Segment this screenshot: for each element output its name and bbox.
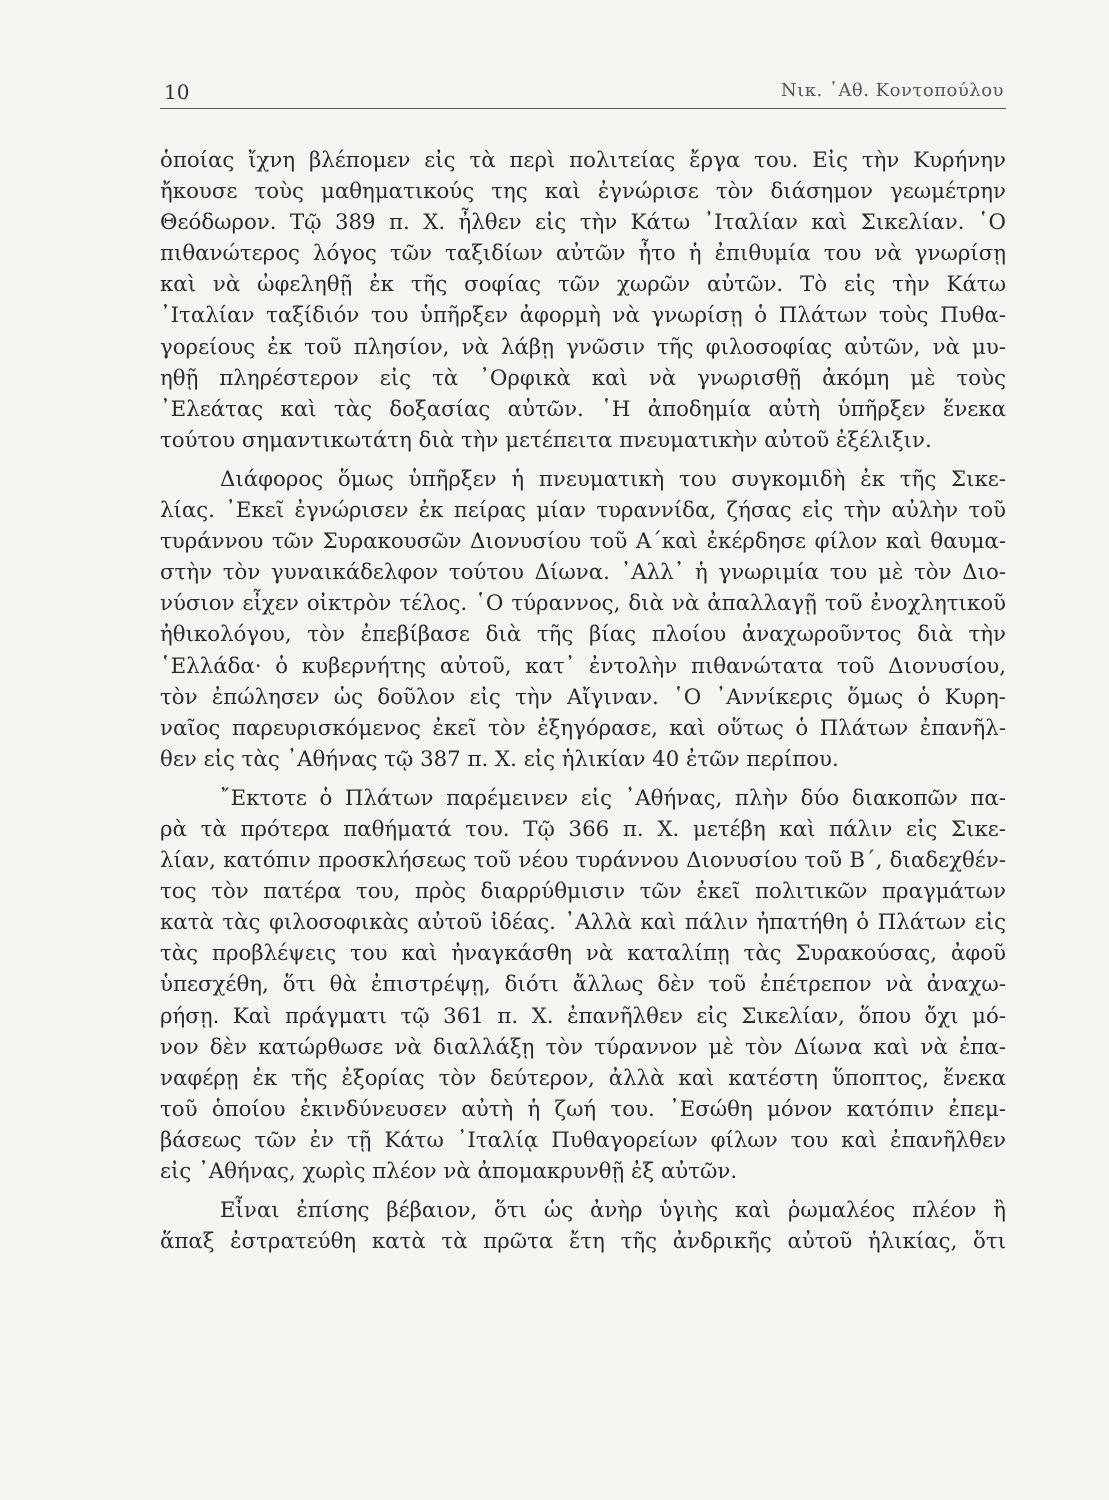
text-line: πιθανώτερος λόγος τῶν ταξιδίων αὐτῶν ἦτο ἡ ἐπιθυμία του νὰ γνωρίσῃ: [160, 241, 1006, 267]
text-line: ὑπεσχέθη, ὅτι θὰ ἐπιστρέψῃ, διότι ἄλλως δὲν τοῦ ἐπέτρεπον νὰ ἀναχω-: [160, 972, 1006, 998]
text-line: ναφέρῃ ἐκ τῆς ἐξορίας τὸν δεύτερον, ἀλλὰ καὶ κατέστη ὕποπτος, ἕνεκα: [160, 1065, 1006, 1091]
paragraph-2: [160, 464, 1006, 775]
text-line: ῾Ελλάδα· ὁ κυβερνήτης αὐτοῦ, κατ᾿ ἐντολὴν πιθανώτατα τοῦ Διονυσίου,: [160, 653, 1006, 679]
text-line: εἰς ᾿Αθήνας, χωρὶς πλέον νὰ ἀπομακρυνθῇ ἐξ αὐτῶν.: [160, 1159, 738, 1184]
body-text: [160, 145, 1006, 1257]
text-line: τὸν ἐπώλησεν ὡς δοῦλον εἰς τὴν Αἴγιναν. ῾Ο ᾿Αννίκερις ὅμως ὁ Κυρη-: [160, 684, 1006, 710]
paragraph-3: [160, 783, 1006, 1187]
text-line: γορείους ἐκ τοῦ πλησίον, νὰ λάβῃ γνῶσιν τῆς φιλοσοφίας αὐτῶν, νὰ μυ-: [160, 334, 1006, 360]
text-line: καὶ νὰ ὠφεληθῇ ἐκ τῆς σοφίας τῶν χωρῶν αὐτῶν. Τὸ εἰς τὴν Κάτω: [160, 272, 1006, 298]
text-line: Εἶναι ἐπίσης βέβαιον, ὅτι ὡς ἀνὴρ ὑγιὴς καὶ ῥωμαλέος πλέον ἢ: [220, 1198, 1006, 1224]
text-line: ῎Εκτοτε ὁ Πλάτων παρέμεινεν εἰς ᾿Αθήνας, πλὴν δύο διακοπῶν πα-: [220, 785, 1006, 811]
text-line: ᾿Ιταλίαν ταξίδιόν του ὑπῆρξεν ἀφορμὴ νὰ γνωρίσῃ ὁ Πλάτων τοὺς Πυθα-: [160, 303, 1006, 329]
text-line: λίας. ᾿Εκεῖ ἐγνώρισεν ἐκ πείρας μίαν τυραννίδα, ζήσας εἰς τὴν αὐλὴν τοῦ: [160, 498, 1006, 524]
page-number: 10: [164, 80, 190, 104]
text-line: ρήσῃ. Καὶ πράγματι τῷ 361 π. Χ. ἐπανῆλθεν εἰς Σικελίαν, ὅπου ὄχι μό-: [160, 1003, 1006, 1029]
text-line: κατὰ τὰς φιλοσοφικὰς αὐτοῦ ἰδέας. ᾿Αλλὰ καὶ πάλιν ἠπατήθη ὁ Πλάτων εἰς: [160, 910, 1006, 936]
text-line: τυράννου τῶν Συρακουσῶν Διονυσίου τοῦ Α΄καὶ ἐκέρδησε φίλον καὶ θαυμα-: [160, 529, 1006, 555]
text-line: Διάφορος ὅμως ὑπῆρξεν ἡ πνευματικὴ του συγκομιδὴ ἐκ τῆς Σικε-: [220, 466, 1006, 492]
text-line: ἤκουσε τοὺς μαθηματικούς της καὶ ἐγνώρισε τὸν διάσημον γεωμέτρην: [160, 179, 1006, 205]
text-line: Θεόδωρον. Τῷ 389 π. Χ. ἦλθεν εἰς τὴν Κάτω ᾿Ιταλίαν καὶ Σικελίαν. ῾Ο: [160, 210, 1006, 236]
text-line: ἠθικολόγου, τὸν ἐπεβίβασε διὰ τῆς βίας πλοίου ἀναχωροῦντος διὰ τὴν: [160, 622, 1006, 648]
paragraph-1: [160, 145, 1006, 456]
text-line: ρὰ τὰ πρότερα παθήματά του. Τῷ 366 π. Χ. μετέβη καὶ πάλιν εἰς Σικε-: [160, 816, 1006, 842]
running-header: [160, 78, 1006, 109]
text-line: βάσεως τῶν ἐν τῇ Κάτω ᾿Ιταλίᾳ Πυθαγορείων φίλων του καὶ ἐπανῆλθεν: [160, 1127, 1006, 1153]
text-line: στὴν τὸν γυναικάδελφον τούτου Δίωνα. ᾿Αλλ᾿ ἡ γνωριμία του μὲ τὸν Διο-: [160, 560, 1006, 586]
text-line: ναῖος παρευρισκόμενος ἐκεῖ τὸν ἐξηγόρασε, καὶ οὕτως ὁ Πλάτων ἐπανῆλ-: [160, 715, 1006, 741]
text-line: τὰς προβλέψεις του καὶ ἠναγκάσθη νὰ καταλίπῃ τὰς Συρακούσας, ἀφοῦ: [160, 941, 1006, 967]
text-line: λίαν, κατόπιν προσκλήσεως τοῦ νέου τυράννου Διονυσίου τοῦ Β΄, διαδεχθέν-: [160, 848, 1006, 874]
paragraph-4: [160, 1195, 1006, 1257]
text-line: τοῦ ὁποίου ἐκινδύνευσεν αὐτὴ ἡ ζωή του. ᾿Εσώθη μόνον κατόπιν ἐπεμ-: [160, 1096, 1006, 1122]
text-line: θεν εἰς τὰς ᾿Αθήνας τῷ 387 π. Χ. εἰς ἡλικίαν 40 ἐτῶν περίπου.: [160, 746, 839, 772]
text-line: τος τὸν πατέρα του, πρὸς διαρρύθμισιν τῶν ἐκεῖ πολιτικῶν πραγμάτων: [160, 879, 1006, 905]
text-line: νύσιον εἶχεν οἰκτρὸν τέλος. ῾Ο τύραννος, διὰ νὰ ἀπαλλαγῇ τοῦ ἐνοχλητικοῦ: [160, 591, 1006, 617]
text-line: ηθῇ πληρέστερον εἰς τὰ ᾿Ορφικὰ καὶ νὰ γνωρισθῇ ἀκόμη μὲ τοὺς: [160, 365, 1006, 391]
running-title: Νικ. ᾿Αθ. Κοντοπούλου: [780, 80, 1004, 101]
text-line: νον δὲν κατώρθωσε νὰ διαλλάξῃ τὸν τύραννον μὲ τὸν Δίωνα καὶ νὰ ἐπα-: [160, 1034, 1006, 1060]
text-line: τούτου σημαντικωτάτη διὰ τὴν μετέπειτα πνευματικὴν αὐτοῦ ἐξέλιξιν.: [160, 427, 932, 453]
text-line: ᾿Ελεάτας καὶ τὰς δοξασίας αὐτῶν. ῾Η ἀποδημία αὐτὴ ὑπῆρξεν ἕνεκα: [160, 396, 1006, 422]
text-line: ὁποίας ἴχνη βλέπομεν εἰς τὰ περὶ πολιτείας ἔργα του. Εἰς τὴν Κυρήνην: [160, 148, 1006, 173]
text-line: ἅπαξ ἐστρατεύθη κατὰ τὰ πρῶτα ἔτη τῆς ἀνδρικῆς αὐτοῦ ἡλικίας, ὅτι: [160, 1229, 1006, 1255]
